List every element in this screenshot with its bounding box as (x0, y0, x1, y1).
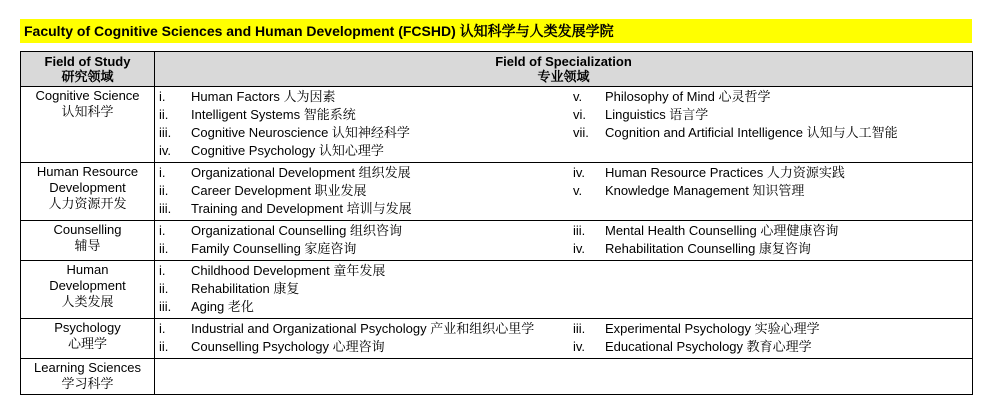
item-number: ii. (159, 107, 169, 122)
item-number: iv. (573, 165, 586, 180)
item-label: Philosophy of Mind 心灵哲学 (605, 89, 771, 104)
specialization-column-right (573, 222, 968, 258)
field-of-study-label: Human Resource (36, 164, 139, 179)
item-number: i. (159, 89, 166, 104)
specialization-item (159, 280, 573, 298)
item-number: iv. (159, 143, 172, 158)
field-of-study-label: 学习科学 (61, 376, 114, 391)
specialization-item (159, 164, 573, 182)
field-of-study-label: 人力资源开发 (48, 196, 127, 211)
item-number: i. (159, 165, 166, 180)
item-label: Training and Development 培训与发展 (191, 201, 412, 216)
field-of-study-cell (21, 261, 155, 319)
field-of-study-label: Psychology (54, 320, 121, 335)
field-of-study-label: Counselling (53, 222, 122, 237)
item-label: Cognition and Artificial Intelligence 认知与人工智能 (605, 125, 898, 140)
item-number: vi. (573, 107, 586, 122)
header-field-of-specialization-en: Field of Specialization (495, 54, 632, 69)
item-number: i. (159, 223, 166, 238)
table-body (21, 87, 973, 395)
item-label: Intelligent Systems 智能系统 (191, 107, 356, 122)
specialization-item (159, 240, 573, 258)
field-of-study-cell (21, 319, 155, 359)
specialization-item (159, 338, 573, 356)
item-label: Human Factors 人为因素 (191, 89, 336, 104)
specialization-item (573, 338, 968, 356)
header-field-of-study-en: Field of Study (44, 54, 131, 69)
field-of-study-label: Development (49, 180, 126, 195)
specialization-item (159, 320, 573, 338)
table-row (21, 163, 973, 221)
table-row (21, 359, 973, 395)
item-number: ii. (159, 339, 169, 354)
specialization-item (159, 124, 573, 142)
field-of-study-label: 心理学 (67, 336, 107, 351)
table-row (21, 261, 973, 319)
item-label: Rehabilitation 康复 (191, 281, 300, 296)
header-field-of-study (21, 52, 155, 87)
specialization-item (573, 124, 968, 142)
item-label: Family Counselling 家庭咨询 (191, 241, 357, 256)
specialization-cell (155, 319, 973, 359)
item-number: iii. (573, 223, 586, 238)
specialization-item (159, 182, 573, 200)
header-field-of-specialization (155, 52, 973, 87)
specialization-column-left (159, 262, 573, 316)
table-header-row (21, 52, 973, 87)
item-number: iii. (573, 321, 586, 336)
specialization-item (159, 298, 573, 316)
specialization-item (573, 88, 968, 106)
header-field-of-specialization-zh: 专业领域 (537, 69, 590, 84)
specialization-item (573, 222, 968, 240)
item-number: ii. (159, 241, 169, 256)
specialization-item (573, 106, 968, 124)
item-label: Organizational Counselling 组织咨询 (191, 223, 402, 238)
item-number: iv. (573, 339, 586, 354)
specialization-columns (159, 222, 968, 258)
specialization-column-right (573, 320, 968, 356)
specialization-item (159, 88, 573, 106)
item-label: Industrial and Organizational Psychology 产业和组织心里学 (191, 321, 535, 336)
item-label: Mental Health Counselling 心理健康咨询 (605, 223, 839, 238)
field-of-study-label: Cognitive Science (35, 88, 140, 103)
field-of-study-label: 人类发展 (61, 294, 114, 309)
specialization-cell (155, 359, 973, 395)
specialization-item (573, 164, 968, 182)
item-label: Cognitive Neuroscience 认知神经科学 (191, 125, 410, 140)
specialization-column-right (573, 262, 968, 316)
item-number: vii. (573, 125, 589, 140)
item-label: Aging 老化 (191, 299, 254, 314)
specialization-cell (155, 163, 973, 221)
specialization-column-right (573, 88, 968, 160)
item-number: iii. (159, 201, 172, 216)
field-of-study-cell (21, 221, 155, 261)
item-number: iii. (159, 299, 172, 314)
field-of-study-label: 认知科学 (61, 104, 114, 119)
field-of-study-cell (21, 87, 155, 163)
table-row (21, 319, 973, 359)
field-of-study-cell (21, 359, 155, 395)
specialization-item (573, 240, 968, 258)
specialization-column-right (573, 164, 968, 218)
table-row (21, 87, 973, 163)
specialization-item (573, 320, 968, 338)
specialization-columns (159, 88, 968, 160)
specialization-cell (155, 261, 973, 319)
item-number: ii. (159, 281, 169, 296)
specialization-column-left (159, 320, 573, 356)
item-label: Educational Psychology 教育心理学 (605, 339, 812, 354)
item-number: iii. (159, 125, 172, 140)
field-of-study-label: 辅导 (74, 238, 101, 253)
item-number: iv. (573, 241, 586, 256)
item-label: Experimental Psychology 实验心理学 (605, 321, 820, 336)
table-row (21, 221, 973, 261)
item-label: Organizational Development 组织发展 (191, 165, 411, 180)
specialization-column-left (159, 164, 573, 218)
item-label: Cognitive Psychology 认知心理学 (191, 143, 384, 158)
specialization-cell (155, 221, 973, 261)
item-label: Rehabilitation Counselling 康复咨询 (605, 241, 811, 256)
specialization-columns (159, 320, 968, 356)
specialization-table (20, 51, 973, 395)
specialization-item (159, 262, 573, 280)
item-number: v. (573, 89, 583, 104)
specialization-column-left (159, 222, 573, 258)
specialization-column-left (159, 88, 573, 160)
item-label: Counselling Psychology 心理咨询 (191, 339, 385, 354)
specialization-item (159, 200, 573, 218)
faculty-title: Faculty of Cognitive Sciences and Human Development (FCSHD) 认知科学与人类发展学院 (20, 19, 972, 43)
item-label: Career Development 职业发展 (191, 183, 367, 198)
specialization-item (159, 106, 573, 124)
specialization-columns (159, 262, 968, 316)
specialization-columns (159, 164, 968, 218)
specialization-item (159, 222, 573, 240)
item-number: ii. (159, 183, 169, 198)
item-label: Knowledge Management 知识管理 (605, 183, 805, 198)
item-number: i. (159, 321, 166, 336)
item-label: Childhood Development 童年发展 (191, 263, 386, 278)
specialization-item (573, 182, 968, 200)
item-number: i. (159, 263, 166, 278)
field-of-study-label: Human (66, 262, 109, 277)
header-field-of-study-zh: 研究领域 (61, 69, 114, 84)
field-of-study-cell (21, 163, 155, 221)
field-of-study-label: Development (49, 278, 126, 293)
item-label: Human Resource Practices 人力资源实践 (605, 165, 845, 180)
specialization-item (159, 142, 573, 160)
field-of-study-label: Learning Sciences (34, 360, 141, 375)
item-number: v. (573, 183, 583, 198)
specialization-cell (155, 87, 973, 163)
item-label: Linguistics 语言学 (605, 107, 709, 122)
